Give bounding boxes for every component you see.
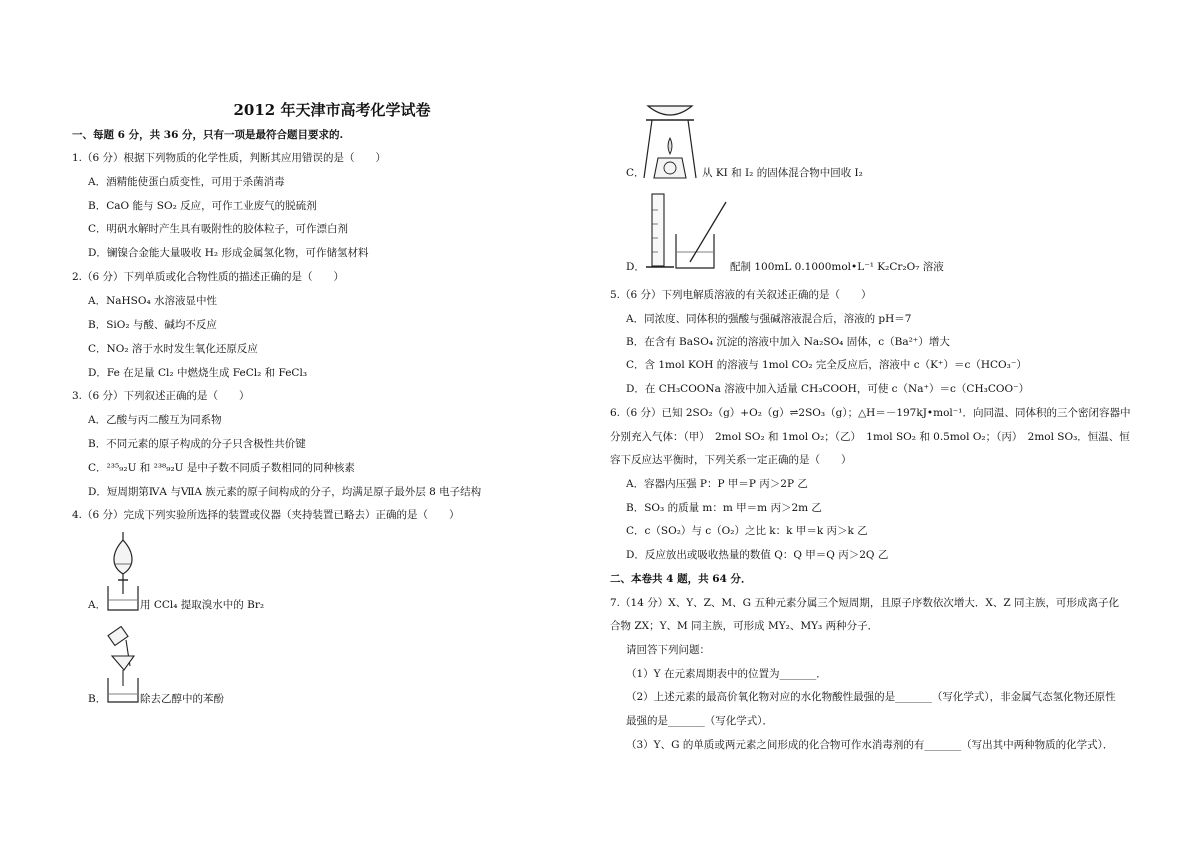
q4-option-d-label: D． [626,261,645,273]
q7-stem-line-1: 7.（14 分）X、Y、Z、M、G 五种元素分属三个短周期，且原子序数依次增大．X、Z 同主族，可形成离子化 [610,597,1120,609]
q7-prompt: 请回答下列问题： [626,644,710,656]
q3-option-a: A．乙酸与丙二酸互为同系物 [88,414,222,426]
filtration-figure [102,626,144,706]
q5-option-a: A．同浓度、同体积的强酸与强碱溶液混合后，溶液的 pH＝7 [626,313,912,325]
q3-option-b: B．不同元素的原子构成的分子只含极性共价键 [88,438,306,450]
q3-option-c: C．²³⁵₉₂U 和 ²³⁸₉₂U 是中子数不同质子数相同的同种核素 [88,462,355,474]
q5-option-b: B．在含有 BaSO₄ 沉淀的溶液中加入 Na₂SO₄ 固体，c（Ba²⁺）增大 [626,336,950,348]
q4-option-a-text: 用 CCl₄ 提取溴水中的 Br₂ [140,599,265,611]
q5-option-c: C．含 1mol KOH 的溶液与 1mol CO₂ 完全反应后，溶液中 c（K⁺）＝c（HCO₃⁻） [626,359,1027,371]
exam-title: 2012 年天津市高考化学试卷 [233,101,431,119]
q6-stem-line-3: 容下反应达平衡时，下列关系一定正确的是（ ） [610,454,852,466]
q1-option-a: A．酒精能使蛋白质变性，可用于杀菌消毒 [88,176,285,188]
q4-option-c-label: C． [626,167,645,179]
q7-part-2-line-2: 最强的是_______（写化学式）． [626,715,773,727]
q6-stem-line-2: 分别充入气体：（甲） 2mol SO₂ 和 1mol O₂；（乙） 1mol SO₂ 和 0.5mol O₂；（丙） 2mol SO₃．恒温、恒 [610,431,1130,443]
q4-option-b-text: 除去乙醇中的苯酚 [140,693,224,705]
q4-option-c-text: 从 KI 和 I₂ 的固体混合物中回收 I₂ [702,167,863,179]
q2-option-d: D．Fe 在足量 Cl₂ 中燃烧生成 FeCl₂ 和 FeCl₃ [88,367,308,379]
q3-option-d: D．短周期第ⅣA 与ⅦA 族元素的原子间构成的分子，均满足原子最外层 8 电子结构 [88,486,482,498]
q7-part-1: （1）Y 在元素周期表中的位置为_______． [626,668,827,680]
q2-stem: 2.（6 分）下列单质或化合物性质的描述正确的是（ ） [72,271,345,283]
sublimation-figure [640,98,700,182]
q7-part-3: （3）Y、G 的单质或两元素之间形成的化合物可作水消毒剂的有_______（写出其中两种物质的化学式）． [626,739,1114,751]
q1-stem: 1.（6 分）根据下列物质的化学性质，判断其应用错误的是（ ） [72,152,387,164]
q1-option-b: B．CaO 能与 SO₂ 反应，可作工业废气的脱硫剂 [88,200,317,212]
separatory-funnel-figure [102,530,144,614]
q5-option-d: D．在 CH₃COONa 溶液中加入适量 CH₃COOH，可使 c（Na⁺）＝c（CH₃COO⁻） [626,383,1030,395]
q3-stem: 3.（6 分）下列叙述正确的是（ ） [72,390,250,402]
q4-option-d-text: 配制 100mL 0.1000mol•L⁻¹ K₂Cr₂O₇ 溶液 [730,261,944,273]
q6-option-d: D．反应放出或吸收热量的数值 Q：Q 甲＝Q 丙＞2Q 乙 [626,549,889,561]
q2-option-c: C．NO₂ 溶于水时发生氧化还原反应 [88,343,258,355]
q6-option-a: A．容器内压强 P：P 甲＝P 丙＞2P 乙 [626,478,808,490]
q7-part-2-line-1: （2）上述元素的最高价氧化物对应的水化物酸性最强的是_______（写化学式），非金属气态氢化物还原性 [626,691,1116,703]
section-1-heading: 一、每题 6 分，共 36 分，只有一项是最符合题目要求的. [72,129,344,141]
q6-option-c: C．c（SO₂）与 c（O₂）之比 k：k 甲＝k 丙＞k 乙 [626,525,868,537]
q4-option-b-label: B． [88,693,107,705]
section-2-heading: 二、本卷共 4 题，共 64 分． [610,573,752,585]
solution-preparation-figure [644,190,730,274]
q6-stem-line-1: 6.（6 分）已知 2SO₂（g）+O₂（g）⇌2SO₃（g）；△H＝－197kJ•mol⁻¹．向同温、同体积的三个密闭容器中 [610,407,1131,419]
q4-option-a-label: A． [88,599,107,611]
q1-option-d: D．镧镍合金能大量吸收 H₂ 形成金属氢化物，可作储氢材料 [88,247,369,259]
q7-stem-line-2: 合物 ZX；Y、M 同主族，可形成 MY₂、MY₃ 两种分子． [610,620,879,632]
q2-option-a: A．NaHSO₄ 水溶液显中性 [88,295,218,307]
q4-stem: 4.（6 分）完成下列实验所选择的装置或仪器（夹持装置已略去）正确的是（ ） [72,509,460,521]
q5-stem: 5.（6 分）下列电解质溶液的有关叙述正确的是（ ） [610,289,872,301]
q1-option-c: C．明矾水解时产生具有吸附性的胶体粒子，可作漂白剂 [88,223,349,235]
q2-option-b: B．SiO₂ 与酸、碱均不反应 [88,319,217,331]
q6-option-b: B．SO₃ 的质量 m：m 甲＝m 丙＞2m 乙 [626,502,822,514]
